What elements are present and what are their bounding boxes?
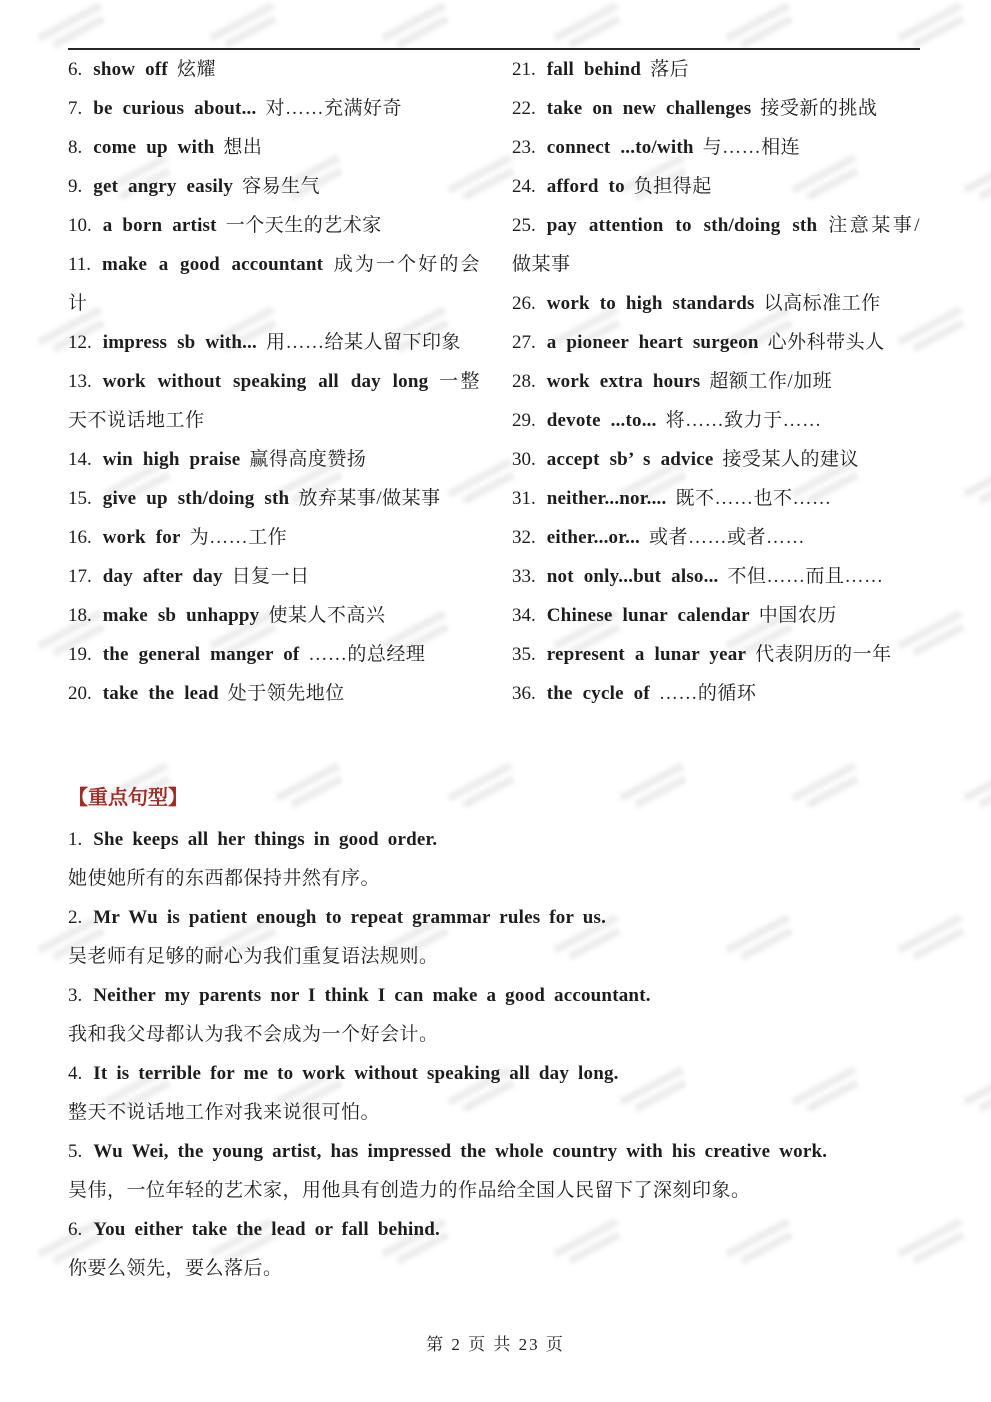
sentence-number: 3.	[68, 985, 83, 1006]
phrase-number: 21.	[512, 59, 536, 80]
phrase-number: 20.	[68, 683, 92, 704]
phrase-english: devote ...to...	[546, 410, 657, 431]
sentence-chinese: 吴老师有足够的耐心为我们重复语法规则。	[68, 946, 439, 967]
phrase-item	[68, 89, 480, 128]
phrase-number: 10.	[68, 215, 92, 236]
phrase-number: 25.	[512, 215, 536, 236]
phrase-english: either...or...	[546, 527, 640, 548]
phrase-list	[68, 48, 920, 713]
phrase-chinese: 负担得起	[633, 176, 712, 197]
phrase-english: win high praise	[102, 449, 241, 470]
phrase-item	[512, 89, 920, 128]
phrase-number: 28.	[512, 371, 536, 392]
sentence-number: 6.	[68, 1219, 83, 1240]
phrase-item	[512, 128, 920, 167]
phrase-chinese: 为……工作	[189, 527, 288, 548]
page-number-footer: 第 2 页 共 23 页	[426, 1335, 565, 1354]
phrase-column-left	[68, 50, 480, 713]
watermark-smudge	[960, 758, 991, 817]
sentence-english	[68, 1210, 920, 1249]
phrase-item	[512, 284, 920, 323]
sentence-number: 2.	[68, 907, 83, 928]
sentence-english	[68, 976, 920, 1015]
phrase-chinese: 将……致力于……	[665, 410, 822, 431]
phrase-number: 7.	[68, 98, 83, 119]
phrase-item	[512, 479, 920, 518]
phrase-chinese: 心外科带头人	[767, 332, 885, 353]
phrase-english: accept sb’ s advice	[546, 449, 714, 470]
phrase-english: a born artist	[102, 215, 217, 236]
phrase-english: give up sth/doing sth	[102, 488, 290, 509]
phrase-chinese: 放弃某事/做某事	[298, 488, 441, 509]
phrase-chinese: 对……充满好奇	[265, 98, 402, 119]
watermark-smudge	[960, 1062, 991, 1121]
phrase-item	[68, 440, 480, 479]
phrase-chinese: 成为一个好的会计	[68, 254, 480, 314]
phrase-english: impress sb with...	[102, 332, 257, 353]
sentence-english-text: You either take the lead or fall behind.	[93, 1219, 440, 1240]
sentence-english	[68, 1054, 920, 1093]
watermark-smudge	[960, 454, 991, 513]
sentence-number: 4.	[68, 1063, 83, 1084]
phrase-item	[512, 635, 920, 674]
sentence-english	[68, 820, 920, 859]
sentence-chinese: 昊伟，一位年轻的艺术家，用他具有创造力的作品给全国人民留下了深刻印象。	[68, 1180, 751, 1201]
phrase-english: not only...but also...	[546, 566, 719, 587]
phrase-english: work without speaking all day long	[102, 371, 429, 392]
phrase-number: 12.	[68, 332, 92, 353]
phrase-english: be curious about...	[93, 98, 257, 119]
phrase-chinese: 不但……而且……	[727, 566, 884, 587]
phrase-chinese: 以高标准工作	[763, 293, 881, 314]
phrase-chinese: 接受某人的建议	[722, 449, 859, 470]
phrase-number: 33.	[512, 566, 536, 587]
phrase-item	[512, 323, 920, 362]
phrase-chinese: 或者……或者……	[648, 527, 805, 548]
phrase-number: 18.	[68, 605, 92, 626]
phrase-chinese: 既不……也不……	[675, 488, 832, 509]
phrase-item	[512, 557, 920, 596]
key-sentences-list	[68, 820, 920, 1288]
phrase-item	[68, 362, 480, 440]
phrase-number: 8.	[68, 137, 83, 158]
phrase-english: represent a lunar year	[546, 644, 747, 665]
phrase-number: 36.	[512, 683, 536, 704]
phrase-english: neither...nor....	[546, 488, 667, 509]
phrase-english: take on new challenges	[546, 98, 752, 119]
sentence-number: 5.	[68, 1141, 83, 1162]
phrase-number: 31.	[512, 488, 536, 509]
sentence-english-text: She keeps all her things in good order.	[93, 829, 438, 850]
phrase-chinese: 处于领先地位	[227, 683, 345, 704]
phrase-item	[68, 323, 480, 362]
phrase-number: 17.	[68, 566, 92, 587]
sentence-english-text: Wu Wei, the young artist, has impressed the whole country with his creative work.	[93, 1141, 828, 1162]
phrase-item	[512, 50, 920, 89]
phrase-chinese: 容易生气	[242, 176, 321, 197]
sentence-english	[68, 898, 920, 937]
phrase-chinese: 日复一日	[231, 566, 310, 587]
phrase-item	[512, 362, 920, 401]
phrase-item	[68, 167, 480, 206]
phrase-number: 35.	[512, 644, 536, 665]
phrase-number: 16.	[68, 527, 92, 548]
phrase-english: fall behind	[546, 59, 642, 80]
phrase-chinese: 一整天不说话地工作	[68, 371, 480, 431]
phrase-chinese: 超额工作/加班	[709, 371, 833, 392]
phrase-chinese: 接受新的挑战	[760, 98, 878, 119]
phrase-english: get angry easily	[93, 176, 234, 197]
phrase-chinese: 注意某事/做某事	[512, 215, 920, 275]
phrase-item	[68, 635, 480, 674]
phrase-english: the general manger of	[102, 644, 300, 665]
phrase-number: 23.	[512, 137, 536, 158]
phrase-item	[68, 245, 480, 323]
phrase-english: day after day	[102, 566, 223, 587]
sentence-chinese: 整天不说话地工作对我来说很可怕。	[68, 1102, 381, 1123]
phrase-number: 24.	[512, 176, 536, 197]
phrase-item	[68, 557, 480, 596]
phrase-chinese: 用……给某人留下印象	[265, 332, 461, 353]
sentence-number: 1.	[68, 829, 83, 850]
phrase-english: make sb unhappy	[102, 605, 260, 626]
phrase-chinese: 与……相连	[702, 137, 801, 158]
sentence-chinese: 我和我父母都认为我不会成为一个好会计。	[68, 1024, 439, 1045]
phrase-item	[512, 674, 920, 713]
phrase-chinese: 落后	[650, 59, 690, 80]
phrase-chinese: 炫耀	[176, 59, 216, 80]
phrase-number: 19.	[68, 644, 92, 665]
phrase-item	[512, 596, 920, 635]
phrase-item	[68, 596, 480, 635]
phrase-chinese: ……的总经理	[308, 644, 426, 665]
watermark-smudge	[960, 150, 991, 209]
phrase-number: 6.	[68, 59, 83, 80]
phrase-item	[512, 518, 920, 557]
phrase-item	[68, 674, 480, 713]
sentence-chinese: 她使她所有的东西都保持井然有序。	[68, 868, 381, 889]
phrase-number: 14.	[68, 449, 92, 470]
phrase-chinese: 代表阴历的一年	[755, 644, 892, 665]
phrase-english: make a good accountant	[102, 254, 324, 275]
phrase-number: 34.	[512, 605, 536, 626]
phrase-number: 11.	[68, 254, 92, 275]
phrase-english: work to high standards	[546, 293, 755, 314]
sentence-english-text: Mr Wu is patient enough to repeat grammar rules for us.	[93, 907, 607, 928]
sentence-english	[68, 1132, 920, 1171]
phrase-item	[68, 518, 480, 557]
phrase-chinese: 中国农历	[758, 605, 837, 626]
phrase-chinese: 使某人不高兴	[268, 605, 386, 626]
phrase-english: Chinese lunar calendar	[546, 605, 750, 626]
phrase-item	[68, 128, 480, 167]
phrase-item	[68, 479, 480, 518]
page-content	[68, 48, 920, 1288]
phrase-number: 29.	[512, 410, 536, 431]
phrase-english: the cycle of	[546, 683, 650, 704]
phrase-english: work for	[102, 527, 181, 548]
phrase-number: 22.	[512, 98, 536, 119]
phrase-chinese: 赢得高度赞扬	[249, 449, 367, 470]
phrase-column-right	[512, 50, 920, 713]
phrase-number: 26.	[512, 293, 536, 314]
section-heading-key-sentences: 【重点句型】	[68, 787, 188, 809]
phrase-english: pay attention to sth/doing sth	[546, 215, 818, 236]
sentence-english-text: It is terrible for me to work without speaking all day long.	[93, 1063, 619, 1084]
phrase-item	[68, 50, 480, 89]
phrase-english: show off	[93, 59, 168, 80]
phrase-item	[68, 206, 480, 245]
phrase-number: 27.	[512, 332, 536, 353]
phrase-chinese: ……的循环	[658, 683, 757, 704]
phrase-english: a pioneer heart surgeon	[546, 332, 759, 353]
phrase-english: connect ...to/with	[546, 137, 694, 158]
phrase-english: come up with	[93, 137, 215, 158]
phrase-english: afford to	[546, 176, 625, 197]
phrase-item	[512, 206, 920, 284]
phrase-item	[512, 167, 920, 206]
phrase-number: 30.	[512, 449, 536, 470]
phrase-english: work extra hours	[546, 371, 701, 392]
phrase-number: 9.	[68, 176, 83, 197]
phrase-chinese: 一个天生的艺术家	[225, 215, 382, 236]
phrase-number: 15.	[68, 488, 92, 509]
phrase-chinese: 想出	[223, 137, 263, 158]
phrase-number: 13.	[68, 371, 92, 392]
phrase-item	[512, 440, 920, 479]
phrase-item	[512, 401, 920, 440]
sentence-chinese: 你要么领先，要么落后。	[68, 1258, 283, 1279]
phrase-number: 32.	[512, 527, 536, 548]
phrase-english: take the lead	[102, 683, 219, 704]
sentence-english-text: Neither my parents nor I think I can make a good accountant.	[93, 985, 651, 1006]
